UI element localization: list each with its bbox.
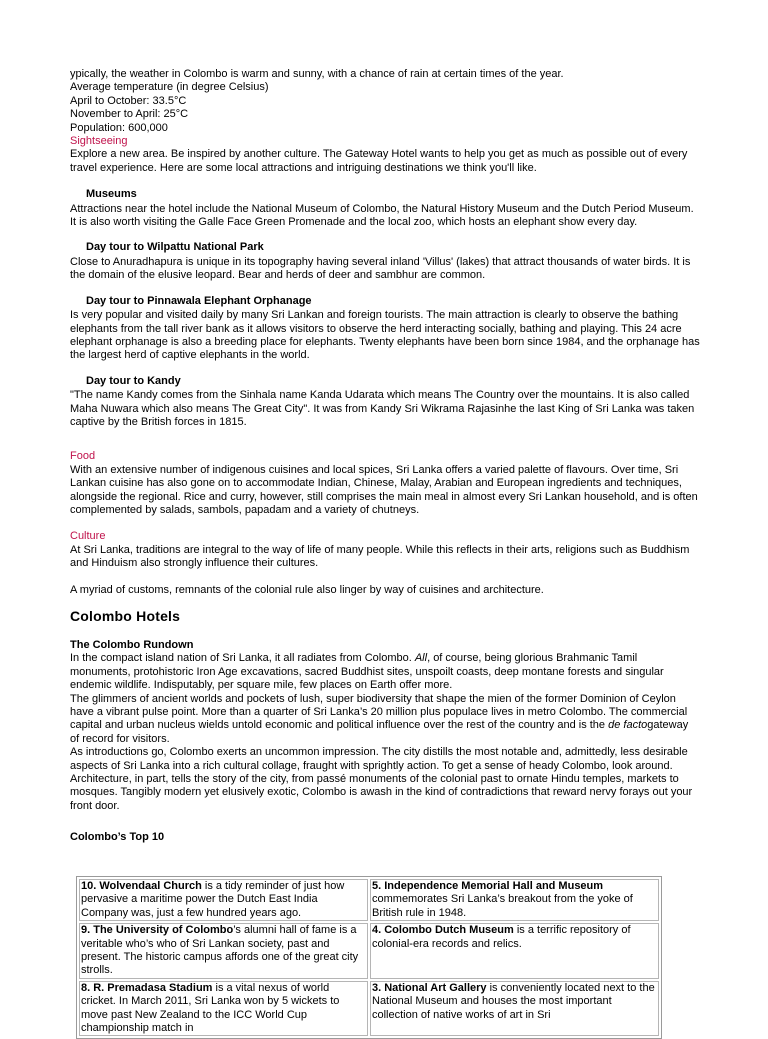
temp-apr-oct: April to October: 33.5°C xyxy=(70,94,187,107)
food-text: With an extensive number of indigenous cuisines and local spices, Sri Lanka offers a varied palette of flavours. Over time, Sri Lankan cuisine has also gone on to accommodate Indian, Chinese, Malay, Arabian and European ingredients and techniques, alongside the regional. Rice and curry, however, still comprises the main meal in almost every Sri Lankan household, and is often complemented by salads, sambols, papadam and a variety of chutneys. xyxy=(70,463,698,516)
attraction-text: Attractions near the hotel include the National Museum of Colombo, the Natural History Museum and the Dutch Period Museum. It is also worth visiting the Galle Face Green Promenade and the local zoo, which hosts an elephant show every day. xyxy=(70,202,694,229)
attraction-text: Close to Anuradhapura is unique in its topography having several inland 'Villus' (lakes) that attract thousands of water birds. It is the domain of the elusive leopard. Bear and herds of deer and sambhur are common. xyxy=(70,255,691,282)
table-row xyxy=(79,879,659,921)
population: Population: 600,000 xyxy=(70,121,168,134)
rundown-title: The Colombo Rundown xyxy=(70,639,194,651)
table-cell: 3. National Art Gallery is conveniently located next to the National Museum and houses the most important collection of native works of art in Sri xyxy=(370,981,659,1037)
sightseeing-intro: Explore a new area. Be inspired by another culture. The Gateway Hotel wants to help you get as much as possible out of every travel experience. Here are some local attractions and intriguing destinations we think you'll like. xyxy=(70,148,688,174)
food-heading: Food xyxy=(70,450,96,463)
top10-title: Colombo’s Top 10 xyxy=(70,831,165,844)
culture-heading: Culture xyxy=(70,530,106,543)
attraction-text: "The name Kandy comes from the Sinhala name Kanda Udarata which means The Country over the mountains. It is also called Maha Nuwara which also means The Great City". It was from Kandy Sri Wikrama Rajasinhe the last King of Sri Lanka was taken captive by the British forces in 1815. xyxy=(70,389,695,428)
sightseeing-heading: Sightseeing xyxy=(70,135,128,148)
table-cell: 10. Wolvendaal Church is a tidy reminder of just how pervasive a maritime power the Dutch East India Company was, just a few hundred years ago. xyxy=(79,879,368,921)
table-cell: 8. R. Premadasa Stadium is a vital nexus of world cricket. In March 2011, Sri Lanka won by 5 wickets to move past New Zealand to the ICC World Cup championship match in xyxy=(79,981,368,1037)
attraction-title: Day tour to Pinnawala Elephant Orphanage xyxy=(86,294,312,307)
rundown-paragraph-2: The glimmers of ancient worlds and pockets of lush, super biodiversity that shape the mien of the former Dominion of Ceylon have a vibrant pulse point. More than a quarter of Sri Lanka’s 20 million plus populace lives in metro Colombo. The commercial capital and urban nucleus wields untold economic and political influence over the rest of the country and is the de factogateway of record for visitors. xyxy=(70,692,689,745)
culture-text-2: A myriad of customs, remnants of the colonial rule also linger by way of cuisines and architecture. xyxy=(70,583,544,596)
hotels-heading: Colombo Hotels xyxy=(70,608,181,624)
table-cell: 5. Independence Memorial Hall and Museum commemorates Sri Lanka’s breakout from the yoke of British rule in 1948. xyxy=(370,879,659,921)
weather-intro: ypically, the weather in Colombo is warm and sunny, with a chance of rain at certain times of the year. xyxy=(70,68,564,80)
attraction-title: Museums xyxy=(86,188,137,201)
table-row xyxy=(79,981,659,1037)
temp-nov-apr: November to April: 25°C xyxy=(70,108,189,121)
rundown-paragraph-1: In the compact island nation of Sri Lanka, it all radiates from Colombo. All, of course, being glorious Brahmanic Tamil monuments, protohistoric Iron Age excavations, sacred Buddhist sites, unspoilt coasts, deep montane forests and singular endemic wildlife. Indisputably, per square mile, few places on Earth offer more. xyxy=(70,652,664,692)
table-cell: 9. The University of Colombo’s alumni hall of fame is a veritable who’s who of Sri Lankan society, past and present. The historic campus affords one of the great city strolls. xyxy=(79,923,368,979)
document-page xyxy=(70,68,700,859)
culture-text: At Sri Lanka, traditions are integral to the way of life of many people. While this reflects in their arts, religions such as Buddhism and Hinduism also strongly influence their cultures. xyxy=(70,543,690,570)
table-cell: 4. Colombo Dutch Museum is a terrific repository of colonial-era records and relics. xyxy=(370,923,659,979)
table-row xyxy=(79,923,659,979)
attraction-text: Is very popular and visited daily by many Sri Lankan and foreign tourists. The main attraction is clearly to observe the bathing elephants from the tall river bank as it allows visitors to observe the herd interacting socially, bathing and playing. This 24 acre elephant orphanage is also a breeding place for elephants. Twenty elephants have been born since 1984, and the orphanage has the largest herd of captive elephants in the world. xyxy=(70,309,700,362)
top10-table xyxy=(76,876,662,1039)
avg-temperature-label: Average temperature (in degree Celsius) xyxy=(70,81,269,94)
attraction-title: Day tour to Kandy xyxy=(86,374,181,387)
attraction-title: Day tour to Wilpattu National Park xyxy=(86,241,264,254)
rundown-paragraph-3: As introductions go, Colombo exerts an uncommon impression. The city distills the most notable and, admittedly, less desirable aspects of Sri Lanka into a rich cultural collage, fraught with sprightly action. To get a sense of heady Colombo, look around. Architecture, in part, tells the story of the city, from passé monuments of the colonial past to ornate Hindu temples, markets to mosques. Tangibly modern yet elusively exotic, Colombo is awash in the kind of contradictions that reward nervy forays out your front door. xyxy=(70,746,693,812)
